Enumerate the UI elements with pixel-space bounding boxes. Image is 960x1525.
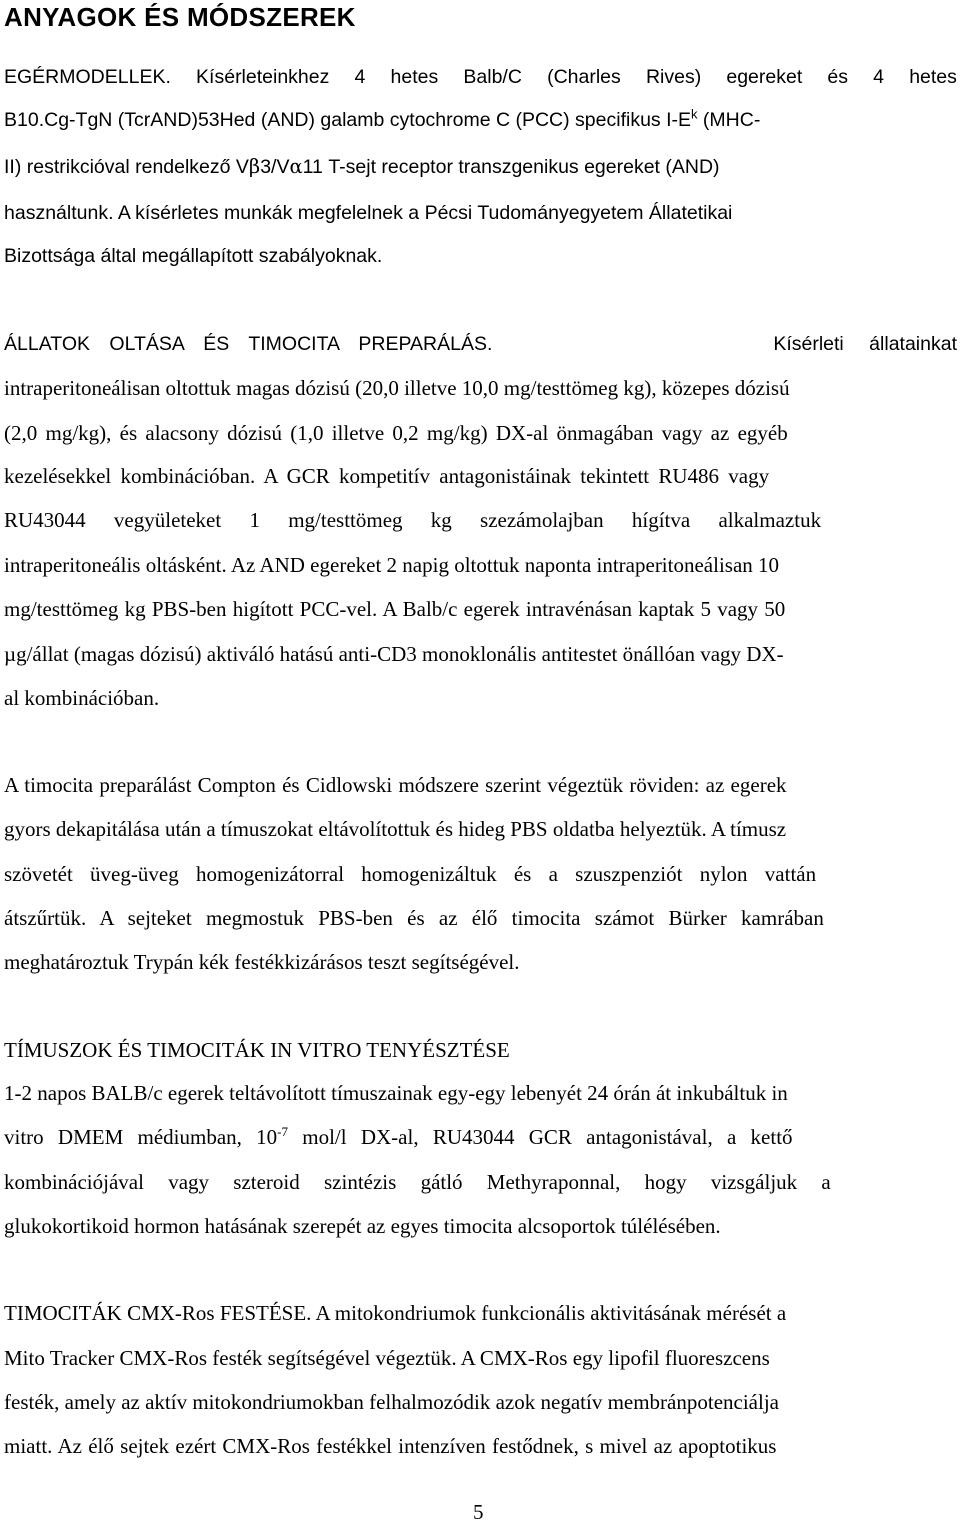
p1-line-2 bbox=[4, 106, 761, 132]
word: hetes bbox=[390, 66, 439, 88]
p2-line-1 bbox=[4, 333, 957, 356]
p5-line-3: festék, amely az aktív mitokondriumokban felhalmozódik azok negatív membránpotenciálja bbox=[4, 1390, 779, 1414]
p2-line-6: intraperitoneális oltásként. Az AND egereket 2 napig oltottuk naponta intraperitoneálisan 10 bbox=[4, 553, 780, 577]
text: vitro DMEM médiumban, 10 bbox=[4, 1125, 278, 1149]
word: Balb/C bbox=[463, 66, 522, 88]
beta-symbol: β bbox=[248, 155, 261, 178]
p1-line-1 bbox=[4, 66, 957, 89]
text: II) restrikcióval rendelkező V bbox=[4, 156, 249, 178]
p1-line-4: használtunk. A kísérletes munkák megfelelnek a Pécsi Tudományegyetem Állatetikai bbox=[4, 202, 733, 224]
section-heading: ANYAGOK ÉS MÓDSZEREK bbox=[4, 2, 356, 32]
superscript: -7 bbox=[277, 1124, 288, 1139]
p3-line-2: gyors dekapitálása után a tímuszokat eltávolítottuk és hideg PBS oldatba helyeztük. A tímusz bbox=[4, 817, 787, 841]
text: 11 T-sejt receptor transzgenikus egereket (AND) bbox=[302, 156, 720, 178]
p1-line-3 bbox=[4, 155, 720, 179]
p1-line-5: Bizottsága által megállapított szabályoknak. bbox=[4, 245, 383, 267]
text: B10.Cg-TgN (TcrAND)53Hed (AND) galamb cytochrome C (PCC) specifikus I-E bbox=[4, 109, 692, 131]
word: és bbox=[827, 66, 849, 88]
word: hetes bbox=[909, 66, 957, 88]
p2-line-3: (2,0 mg/kg), és alacsony dózisú (1,0 illetve 0,2 mg/kg) DX-al önmagában vagy az egyéb bbox=[4, 421, 788, 445]
word: egereket bbox=[726, 66, 803, 88]
text: mol/l DX-al, RU43044 GCR antagonistával, a kettő bbox=[302, 1125, 793, 1149]
word: Rives) bbox=[645, 66, 702, 88]
word: 4 bbox=[354, 66, 366, 88]
p3-line-4: átszűrtük. A sejteket megmostuk PBS-ben és az élő timocita számot Bürker kamrában bbox=[4, 906, 824, 930]
p2-line-8: µg/állat (magas dózisú) aktiváló hatású anti-CD3 monoklonális antitestet önállóan vagy DX- bbox=[4, 642, 784, 666]
p2-line-7: mg/testtömeg kg PBS-ben higított PCC-vel. A Balb/c egerek intravénásan kaptak 5 vagy 50 bbox=[4, 597, 786, 621]
subsection-heading: TÍMUSZOK ÉS TIMOCITÁK IN VITRO TENYÉSZTÉSE bbox=[4, 1038, 510, 1062]
word: 4 bbox=[873, 66, 885, 88]
p3-line-5: meghatároztuk Trypán kék festékkizárásos teszt segítségével. bbox=[4, 950, 520, 974]
page-number: 5 bbox=[473, 1500, 484, 1524]
superscript: k bbox=[691, 106, 698, 122]
p2-line-9: al kombinációban. bbox=[4, 686, 160, 710]
word: Kísérleteinkhez bbox=[196, 66, 330, 88]
p5-line-1: TIMOCITÁK CMX-Ros FESTÉSE. A mitokondriumok funkcionális aktivitásának mérését a bbox=[4, 1301, 787, 1325]
p4-line-1: 1-2 napos BALB/c egerek teltávolított tímuszainak egy-egy lebenyét 24 órán át inkubáltuk in bbox=[4, 1081, 788, 1105]
p5-line-4: miatt. Az élő sejtek ezért CMX-Ros festékkel intenzíven festődnek, s mivel az apoptotikus bbox=[4, 1434, 777, 1458]
p5-line-2: Mito Tracker CMX-Ros festék segítségével végeztük. A CMX-Ros egy lipofil fluoreszcens bbox=[4, 1346, 770, 1370]
alpha-symbol: α bbox=[289, 155, 303, 178]
p4-line-3: kombinációjával vagy szteroid szintézis gátló Methyraponnal, hogy vizsgáljuk a bbox=[4, 1170, 831, 1194]
p2-line-5: RU43044 vegyületeket 1 mg/testtömeg kg szezámolajban hígítva alkalmaztuk bbox=[4, 508, 822, 532]
text: Kísérleti állatainkat bbox=[773, 333, 957, 355]
word: EGÉRMODELLEK. bbox=[4, 66, 171, 88]
p4-line-4: glukokortikoid hormon hatásának szerepét az egyes timocita alcsoportok túlélésében. bbox=[4, 1214, 721, 1238]
text: 3/V bbox=[260, 156, 290, 178]
p2-line-2: intraperitoneálisan oltottuk magas dózisú (20,0 illetve 10,0 mg/testtömeg kg), közepes dózisú bbox=[4, 376, 790, 400]
p2-line-4: kezelésekkel kombinációban. A GCR kompetitív antagonistáinak tekintett RU486 vagy bbox=[4, 464, 770, 488]
p4-line-2 bbox=[4, 1125, 793, 1150]
text: (MHC- bbox=[697, 109, 761, 131]
p3-line-1: A timocita preparálást Compton és Cidlowski módszere szerint végeztük röviden: az egerek bbox=[4, 773, 787, 797]
subsection-heading: ÁLLATOK OLTÁSA ÉS TIMOCITA PREPARÁLÁS. bbox=[4, 333, 493, 355]
p3-line-3: szövetét üveg-üveg homogenizátorral homogenizáltuk és a szuszpenziót nylon vattán bbox=[4, 862, 817, 886]
word: (Charles bbox=[547, 66, 621, 88]
